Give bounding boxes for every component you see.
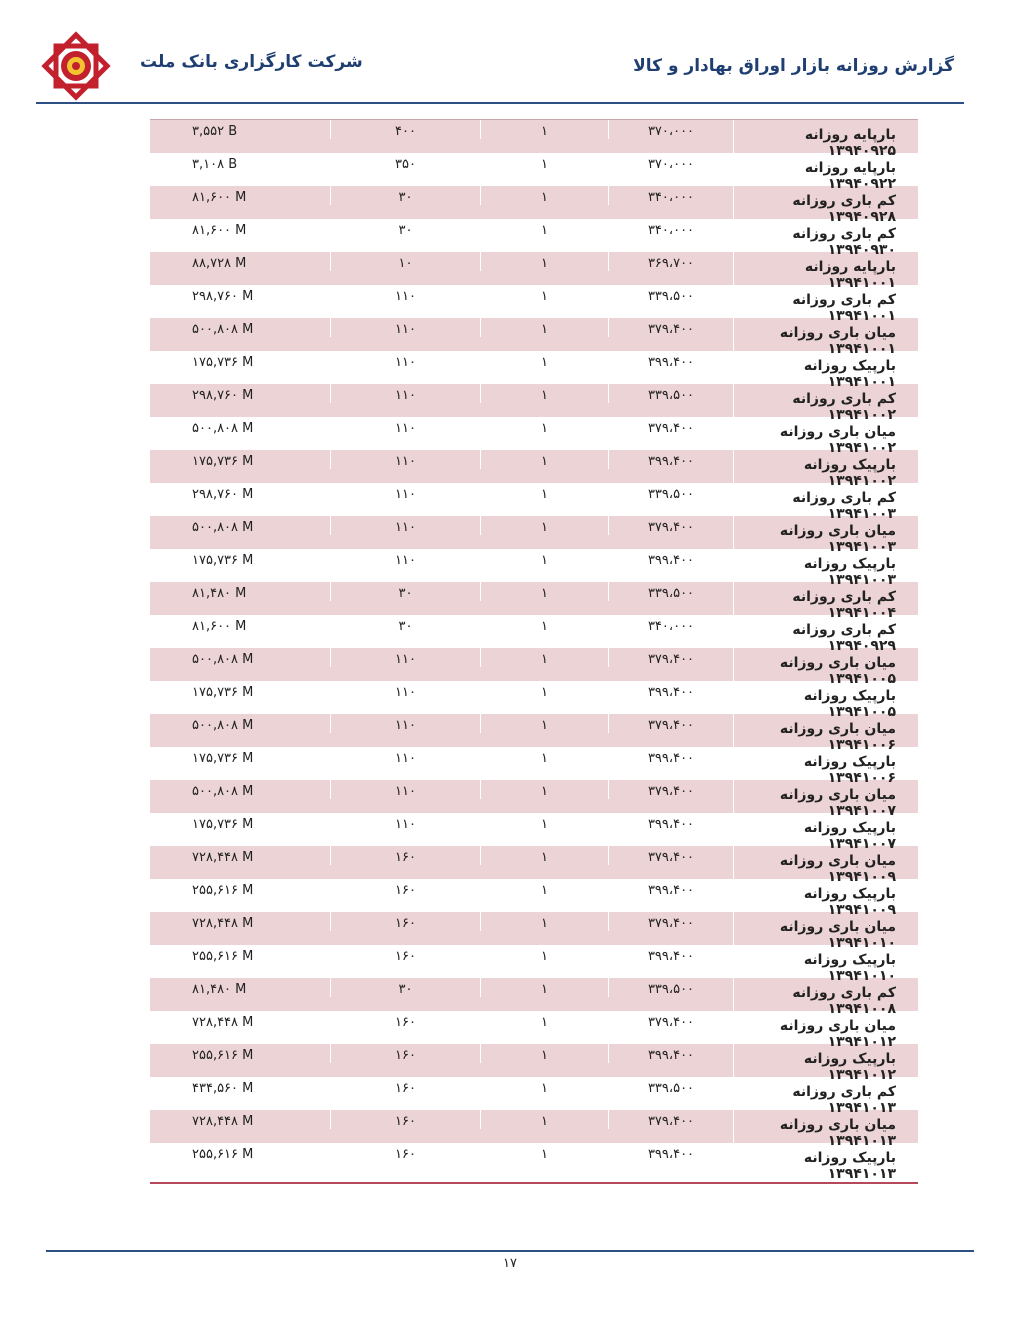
cell-trade-count: ۱ (480, 879, 608, 898)
cell-trade-count: ۱ (480, 615, 608, 634)
cell-trade-value: ۷۲۸,۴۴۸ M (192, 850, 254, 865)
cell-trade-count: ۱ (480, 219, 608, 238)
cell-price: ۳۹۹،۴۰۰ (608, 747, 733, 766)
cell-contract-name: کم باری روزانه ۱۳۹۴۱۰۰۱ (733, 285, 918, 324)
cell-trade-value: ۸۱,۶۰۰ M (192, 619, 247, 634)
cell-trade-value: ۱۷۵,۷۳۶ M (192, 553, 254, 568)
cell-trade-count: ۱ (480, 978, 608, 997)
cell-trade-value: ۵۰۰,۸۰۸ M (192, 652, 254, 667)
cell-trade-count: ۱ (480, 483, 608, 502)
cell-trade-value: ۸۱,۴۸۰ M (192, 586, 247, 601)
cell-contract-name: بارپیک روزانه ۱۳۹۴۱۰۰۳ (733, 549, 918, 588)
cell-trade-value: ۲۹۸,۷۶۰ M (192, 487, 254, 502)
cell-volume: ۳۰ (330, 978, 480, 997)
cell-trade-value: ۵۰۰,۸۰۸ M (192, 421, 254, 436)
cell-trade-count: ۱ (480, 1011, 608, 1030)
cell-volume: ۱۱۰ (330, 318, 480, 337)
cell-contract-name: بارپیک روزانه ۱۳۹۴۱۰۱۰ (733, 945, 918, 984)
cell-contract-name: بارپیک روزانه ۱۳۹۴۱۰۰۲ (733, 450, 918, 489)
cell-contract-name: میان باری روزانه ۱۳۹۴۱۰۱۰ (733, 912, 918, 951)
table-row (150, 318, 918, 357)
cell-trade-value: ۲۵۵,۶۱۶ M (192, 883, 254, 898)
cell-volume: ۱۶۰ (330, 879, 480, 898)
cell-volume: ۳۰ (330, 186, 480, 205)
cell-price: ۳۴۰،۰۰۰ (608, 615, 733, 634)
cell-volume: ۱۱۰ (330, 681, 480, 700)
table-row (150, 1143, 918, 1182)
cell-trade-value: ۴۳۴,۵۶۰ M (192, 1081, 254, 1096)
cell-trade-count: ۱ (480, 648, 608, 667)
cell-price: ۳۷۹،۴۰۰ (608, 318, 733, 337)
cell-contract-name: بارپایه روزانه ۱۳۹۴۱۰۰۱ (733, 252, 918, 291)
cell-contract-name: کم باری روزانه ۱۳۹۴۱۰۱۳ (733, 1077, 918, 1116)
table-row (150, 681, 918, 720)
table-row (150, 747, 918, 786)
cell-price: ۳۷۹،۴۰۰ (608, 1110, 733, 1129)
cell-contract-name: کم باری روزانه ۱۳۹۴۱۰۰۸ (733, 978, 918, 1017)
cell-volume: ۴۰۰ (330, 120, 480, 139)
cell-trade-count: ۱ (480, 846, 608, 865)
cell-trade-count: ۱ (480, 186, 608, 205)
cell-price: ۳۷۰،۰۰۰ (608, 153, 733, 172)
cell-volume: ۳۵۰ (330, 153, 480, 172)
cell-trade-count: ۱ (480, 417, 608, 436)
cell-trade-count: ۱ (480, 813, 608, 832)
cell-price: ۳۹۹،۴۰۰ (608, 450, 733, 469)
cell-trade-value: ۲۹۸,۷۶۰ M (192, 388, 254, 403)
cell-contract-name: میان باری روزانه ۱۳۹۴۱۰۱۳ (733, 1110, 918, 1149)
cell-trade-count: ۱ (480, 285, 608, 304)
cell-trade-value: ۸۱,۶۰۰ M (192, 223, 247, 238)
cell-contract-name: کم باری روزانه ۱۳۹۴۱۰۰۲ (733, 384, 918, 423)
cell-trade-value: ۵۰۰,۸۰۸ M (192, 784, 254, 799)
cell-contract-name: میان باری روزانه ۱۳۹۴۱۰۱۲ (733, 1011, 918, 1050)
cell-trade-count: ۱ (480, 1077, 608, 1096)
table-row (150, 483, 918, 522)
table-row (150, 153, 918, 192)
cell-volume: ۱۱۰ (330, 780, 480, 799)
cell-trade-count: ۱ (480, 1044, 608, 1063)
table-row (150, 1110, 918, 1149)
cell-price: ۳۷۹،۴۰۰ (608, 780, 733, 799)
cell-volume: ۱۶۰ (330, 1110, 480, 1129)
cell-price: ۳۳۹،۵۰۰ (608, 978, 733, 997)
cell-price: ۳۹۹،۴۰۰ (608, 945, 733, 964)
cell-volume: ۱۱۰ (330, 516, 480, 535)
cell-price: ۳۷۹،۴۰۰ (608, 714, 733, 733)
cell-trade-value: ۳,۵۵۲ B (192, 124, 238, 139)
table-bottom-rule (150, 1182, 918, 1184)
table-row (150, 219, 918, 258)
cell-price: ۳۳۹،۵۰۰ (608, 582, 733, 601)
footer-divider (46, 1250, 974, 1252)
cell-volume: ۳۰ (330, 615, 480, 634)
cell-contract-name: کم باری روزانه ۱۳۹۴۱۰۰۳ (733, 483, 918, 522)
cell-contract-name: میان باری روزانه ۱۳۹۴۱۰۰۶ (733, 714, 918, 753)
cell-volume: ۱۶۰ (330, 1077, 480, 1096)
cell-trade-value: ۳,۱۰۸ B (192, 157, 238, 172)
cell-volume: ۱۶۰ (330, 1044, 480, 1063)
cell-price: ۳۹۹،۴۰۰ (608, 813, 733, 832)
table-row (150, 450, 918, 489)
cell-volume: ۱۱۰ (330, 813, 480, 832)
cell-volume: ۱۱۰ (330, 648, 480, 667)
cell-volume: ۳۰ (330, 219, 480, 238)
cell-trade-count: ۱ (480, 1110, 608, 1129)
cell-price: ۳۹۹،۴۰۰ (608, 351, 733, 370)
cell-contract-name: میان باری روزانه ۱۳۹۴۱۰۰۱ (733, 318, 918, 357)
table-row (150, 1077, 918, 1116)
cell-price: ۳۷۹،۴۰۰ (608, 846, 733, 865)
company-name: شرکت کارگزاری بانک ملت (140, 52, 363, 72)
cell-trade-value: ۷۲۸,۴۴۸ M (192, 916, 254, 931)
cell-trade-count: ۱ (480, 516, 608, 535)
cell-volume: ۱۶۰ (330, 1011, 480, 1030)
cell-price: ۳۷۹،۴۰۰ (608, 912, 733, 931)
cell-trade-value: ۵۰۰,۸۰۸ M (192, 718, 254, 733)
cell-price: ۳۷۹،۴۰۰ (608, 1011, 733, 1030)
table-row (150, 1011, 918, 1050)
table-row (150, 945, 918, 984)
cell-price: ۳۷۹،۴۰۰ (608, 648, 733, 667)
cell-price: ۳۷۹،۴۰۰ (608, 417, 733, 436)
cell-contract-name: بارپیک روزانه ۱۳۹۴۱۰۰۷ (733, 813, 918, 852)
page-number: ۱۷ (503, 1256, 517, 1271)
cell-trade-value: ۱۷۵,۷۳۶ M (192, 817, 254, 832)
cell-contract-name: بارپیک روزانه ۱۳۹۴۱۰۰۵ (733, 681, 918, 720)
cell-trade-value: ۱۷۵,۷۳۶ M (192, 454, 254, 469)
cell-trade-value: ۱۷۵,۷۳۶ M (192, 355, 254, 370)
cell-contract-name: کم باری روزانه ۱۳۹۴۱۰۰۴ (733, 582, 918, 621)
cell-trade-count: ۱ (480, 120, 608, 139)
cell-trade-value: ۵۰۰,۸۰۸ M (192, 520, 254, 535)
cell-contract-name: بارپیک روزانه ۱۳۹۴۱۰۱۳ (733, 1143, 918, 1182)
cell-volume: ۱۱۰ (330, 351, 480, 370)
cell-trade-value: ۲۵۵,۶۱۶ M (192, 1048, 254, 1063)
cell-price: ۳۳۹،۵۰۰ (608, 483, 733, 502)
cell-trade-value: ۲۹۸,۷۶۰ M (192, 289, 254, 304)
cell-trade-count: ۱ (480, 153, 608, 172)
cell-contract-name: کم باری روزانه ۱۳۹۴۰۹۲۸ (733, 186, 918, 225)
table-row (150, 384, 918, 423)
cell-contract-name: میان باری روزانه ۱۳۹۴۱۰۰۲ (733, 417, 918, 456)
cell-trade-count: ۱ (480, 351, 608, 370)
table-row (150, 252, 918, 291)
cell-trade-count: ۱ (480, 1143, 608, 1162)
table-row (150, 417, 918, 456)
cell-volume: ۱۱۰ (330, 384, 480, 403)
table-row (150, 780, 918, 819)
table-row (150, 186, 918, 225)
table-row (150, 516, 918, 555)
cell-volume: ۱۱۰ (330, 549, 480, 568)
cell-price: ۳۳۹،۵۰۰ (608, 1077, 733, 1096)
cell-contract-name: بارپیک روزانه ۱۳۹۴۱۰۰۶ (733, 747, 918, 786)
cell-price: ۳۷۹،۴۰۰ (608, 516, 733, 535)
cell-trade-value: ۷۲۸,۴۴۸ M (192, 1015, 254, 1030)
cell-volume: ۱۱۰ (330, 285, 480, 304)
cell-volume: ۱۱۰ (330, 483, 480, 502)
cell-contract-name: بارپیک روزانه ۱۳۹۴۱۰۰۹ (733, 879, 918, 918)
cell-trade-value: ۸۱,۴۸۰ M (192, 982, 247, 997)
cell-contract-name: بارپایه روزانه ۱۳۹۴۰۹۲۵ (733, 120, 918, 159)
cell-volume: ۱۰ (330, 252, 480, 271)
cell-contract-name: کم باری روزانه ۱۳۹۴۰۹۲۹ (733, 615, 918, 654)
table-row (150, 912, 918, 951)
table-row (150, 846, 918, 885)
cell-contract-name: بارپایه روزانه ۱۳۹۴۰۹۲۲ (733, 153, 918, 192)
cell-price: ۳۹۹،۴۰۰ (608, 549, 733, 568)
cell-price: ۳۳۹،۵۰۰ (608, 285, 733, 304)
cell-price: ۳۹۹،۴۰۰ (608, 1143, 733, 1162)
cell-trade-count: ۱ (480, 582, 608, 601)
cell-trade-value: ۵۰۰,۸۰۸ M (192, 322, 254, 337)
report-title: گزارش روزانه بازار اوراق بهادار و کالا (633, 56, 954, 76)
cell-trade-count: ۱ (480, 549, 608, 568)
cell-trade-value: ۱۷۵,۷۳۶ M (192, 751, 254, 766)
cell-price: ۳۷۰،۰۰۰ (608, 120, 733, 139)
cell-trade-value: ۱۷۵,۷۳۶ M (192, 685, 254, 700)
trades-table (150, 120, 918, 1182)
page-header (0, 0, 1020, 110)
cell-contract-name: کم باری روزانه ۱۳۹۴۰۹۳۰ (733, 219, 918, 258)
cell-trade-count: ۱ (480, 681, 608, 700)
table-row (150, 351, 918, 390)
cell-volume: ۱۶۰ (330, 846, 480, 865)
cell-trade-value: ۲۵۵,۶۱۶ M (192, 949, 254, 964)
cell-price: ۳۹۹،۴۰۰ (608, 681, 733, 700)
cell-trade-count: ۱ (480, 945, 608, 964)
table-row (150, 714, 918, 753)
cell-volume: ۱۶۰ (330, 1143, 480, 1162)
cell-trade-value: ۸۸,۷۲۸ M (192, 256, 247, 271)
cell-price: ۳۴۰،۰۰۰ (608, 186, 733, 205)
cell-contract-name: میان باری روزانه ۱۳۹۴۱۰۰۷ (733, 780, 918, 819)
table-row (150, 582, 918, 621)
cell-trade-count: ۱ (480, 384, 608, 403)
cell-price: ۳۳۹،۵۰۰ (608, 384, 733, 403)
cell-volume: ۳۰ (330, 582, 480, 601)
cell-volume: ۱۱۰ (330, 450, 480, 469)
cell-price: ۳۴۰،۰۰۰ (608, 219, 733, 238)
cell-trade-count: ۱ (480, 747, 608, 766)
table-row (150, 549, 918, 588)
table-row (150, 615, 918, 654)
table-row (150, 120, 918, 159)
cell-volume: ۱۱۰ (330, 714, 480, 733)
cell-trade-value: ۷۲۸,۴۴۸ M (192, 1114, 254, 1129)
cell-trade-count: ۱ (480, 252, 608, 271)
cell-contract-name: بارپیک روزانه ۱۳۹۴۱۰۰۱ (733, 351, 918, 390)
table-row (150, 1044, 918, 1083)
table-row (150, 285, 918, 324)
cell-contract-name: میان باری روزانه ۱۳۹۴۱۰۰۳ (733, 516, 918, 555)
cell-trade-count: ۱ (480, 318, 608, 337)
cell-trade-value: ۲۵۵,۶۱۶ M (192, 1147, 254, 1162)
cell-trade-count: ۱ (480, 450, 608, 469)
cell-volume: ۱۶۰ (330, 945, 480, 964)
cell-price: ۳۶۹،۷۰۰ (608, 252, 733, 271)
cell-contract-name: بارپیک روزانه ۱۳۹۴۱۰۱۲ (733, 1044, 918, 1083)
cell-contract-name: میان باری روزانه ۱۳۹۴۱۰۰۹ (733, 846, 918, 885)
cell-trade-count: ۱ (480, 714, 608, 733)
cell-trade-count: ۱ (480, 780, 608, 799)
cell-volume: ۱۱۰ (330, 417, 480, 436)
cell-price: ۳۹۹،۴۰۰ (608, 879, 733, 898)
header-divider (36, 102, 964, 104)
cell-trade-value: ۸۱,۶۰۰ M (192, 190, 247, 205)
bank-mellat-logo-icon (40, 30, 112, 102)
cell-contract-name: میان باری روزانه ۱۳۹۴۱۰۰۵ (733, 648, 918, 687)
cell-volume: ۱۶۰ (330, 912, 480, 931)
table-row (150, 879, 918, 918)
table-row (150, 978, 918, 1017)
cell-price: ۳۹۹،۴۰۰ (608, 1044, 733, 1063)
cell-volume: ۱۱۰ (330, 747, 480, 766)
table-row (150, 648, 918, 687)
cell-trade-count: ۱ (480, 912, 608, 931)
table-row (150, 813, 918, 852)
